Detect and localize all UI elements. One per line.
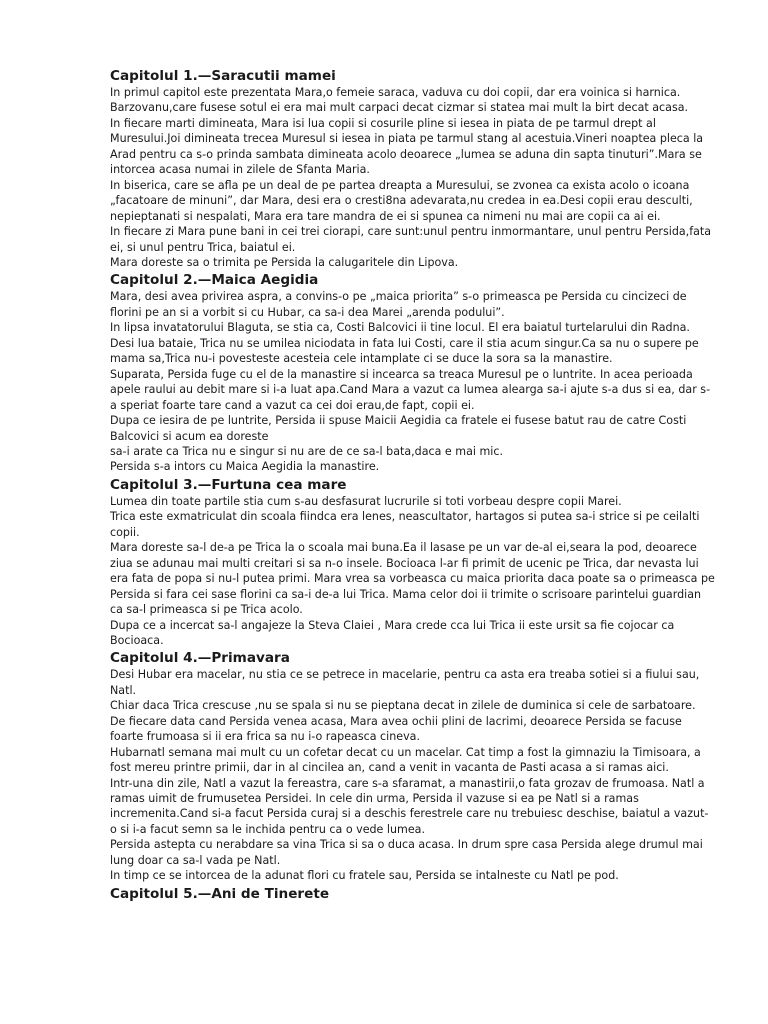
paragraph: Mara, desi avea privirea aspra, a convins-o pe „maica priorita” s-o primeasca pe Persida cu cincizeci de florini pe an si a vorbit si cu Hubar, ca sa-i dea Marei „arenda podului”.	[110, 290, 687, 319]
paragraph: Persida astepta cu nerabdare sa vina Trica si sa o duca acasa. In drum spre casa Persida alege drumul mai lung doar ca sa-l vada pe Natl.	[110, 838, 703, 867]
document-page	[110, 66, 715, 903]
chapter-2	[110, 271, 715, 474]
paragraph: Dupa ce a incercat sa-l angajeze la Steva Claiei , Mara crede cca lui Trica ii este ursit sa fie cojocar ca Bocioaca.	[110, 618, 675, 647]
chapter-5	[110, 885, 715, 903]
paragraph: Mara doreste sa-l de-a pe Trica la o scoala mai buna.Ea il lasase pe un var de-al ei,seara la pod, deoarece ziua se adunau mai multi creitari si sa n-o insele. Bocioaca l-ar fi primit de ucenic pe Trica, dar nevasta lui era fata de popa si nu-l putea primi. Mara vrea sa vorbeasca cu maica priorita daca poate sa o primeasca pe Persida si fara cei sase florini ca sa-i de-a lui Trica. Mama celor doi ii trimite o scrisoare parintelui guardian ca sa-l primeasca si pe Trica acolo.	[110, 541, 715, 617]
paragraph: Mara doreste sa o trimita pe Persida la calugaritele din Lipova.	[110, 255, 459, 269]
chapter-3	[110, 476, 715, 649]
chapter-title: Capitolul 1.—Saracutii mamei	[110, 68, 336, 84]
paragraph: In lipsa invatatorului Blaguta, se stia ca, Costi Balcovici ii tine locul. El era baiatul turtelarului din Radna. Desi lua bataie, Trica nu se umilea niciodata in fata lui Costi, care il stia acum singur.Ca sa nu o supere pe mama sa,Trica nu-i povesteste acesteia cele intamplate ci se duce la sora sa la manastire.	[110, 321, 699, 366]
paragraph: In fiecare marti dimineata, Mara isi lua copii si cosurile pline si iesea in piata de pe tarmul drept al Muresului.Joi dimineata trecea Muresul si iesea in piata pe tarmul stang al acestuia.Vineri noaptea pleca la Arad pentru ca s-o prinda sambata dimineata acolo deoarece „lumea se aduna din sapta tinuturi”.Mara se intorcea acasa numai in zilele de Sfanta Maria.	[110, 116, 704, 177]
paragraph: In primul capitol este prezentata Mara,o femeie saraca, vaduva cu doi copii, dar era voinica si harnica. Barzovanu,care fusese sotul ei era mai mult carpaci decat cizmar si statea mai mult la birt decat acasa.	[110, 86, 689, 115]
paragraph: In timp ce se intorcea de la adunat flori cu fratele sau, Persida se intalneste cu Natl pe pod.	[110, 869, 619, 883]
paragraph: In fiecare zi Mara pune bani in cei trei ciorapi, care sunt:unul pentru inmormantare, unul pentru Persida,fata ei, si unul pentru Trica, baiatul ei.	[110, 225, 712, 254]
chapter-title: Capitolul 2.—Maica Aegidia	[110, 272, 319, 289]
paragraph: De fiecare data cand Persida venea acasa, Mara avea ochii plini de lacrimi, deoarece Persida se facuse foarte frumoasa si ii era frica sa nu i-o rapeasca cineva.	[110, 714, 682, 744]
chapter-title: Capitolul 4.—Primavara	[110, 650, 290, 667]
chapter-1	[110, 67, 715, 270]
paragraph: Lumea din toate partile stia cum s-au desfasurat lucrurile si toti vorbeau despre copii Marei.	[110, 494, 622, 508]
paragraph: Desi Hubar era macelar, nu stia ce se petrece in macelarie, pentru ca asta era treaba sotiei si a fiului sau, Natl.	[110, 668, 700, 697]
paragraph: Intr-una din zile, Natl a vazut la fereastra, care s-a sfaramat, a manastirii,o fata grozav de frumoasa. Natl a ramas uimit de frumusetea Persidei. In cele din urma, Persida il vazuse si ea pe Natl si a ramas incremenita.Cand si-a facut Persida curaj si a deschis ferestrele care nu trebuiesc deschise, baiatul a vazut-o si i-a facut semn sa le inchida pentru ca o vede lumea.	[110, 776, 709, 836]
paragraph: sa-i arate ca Trica nu e singur si nu are de ce sa-l bata,daca e mai mic.	[110, 444, 504, 458]
chapter-4	[110, 649, 715, 883]
chapter-title: Capitolul 3.—Furtuna cea mare	[110, 476, 347, 493]
paragraph: Persida s-a intors cu Maica Aegidia la manastire.	[110, 460, 380, 474]
chapter-title: Capitolul 5.—Ani de Tinerete	[110, 885, 330, 902]
paragraph: Suparata, Persida fuge cu el de la manastire si incearca sa treaca Muresul pe o luntrite. In acea perioada apele raului au debit mare si i-a luat apa.Cand Mara a vazut ca lumea alearga sa-i ajute s-a dus si ea, dar s-a speriat foarte tare cand a vazut ca cei doi erau,de fapt, copii ei.	[110, 367, 711, 412]
paragraph: Hubarnatl semana mai mult cu un cofetar decat cu un macelar. Cat timp a fost la gimnaziu la Timisoara, a fost mereu printre primii, dar in al cincilea an, cand a venit in vacanta de Pasti acasa a si ramas aici.	[110, 745, 701, 775]
paragraph: Chiar daca Trica crescuse ,nu se spala si nu se pieptana decat in zilele de duminica si cele de sarbatoare.	[110, 699, 696, 713]
paragraph: Trica este exmatriculat din scoala fiindca era lenes, neascultator, hartagos si putea sa-i strice si pe ceilalti copii.	[110, 510, 700, 539]
paragraph: In biserica, care se afla pe un deal de pe partea dreapta a Muresului, se zvonea ca exista acolo o icoana „facatoare de minuni”, dar Mara, desi era o cresti8na adevarata,nu credea in ea.Desi copii erau desculti, nepieptanati si nespalati, Mara era tare mandra de ei si spunea ca nimeni nu mai are copii ca ai ei.	[110, 178, 693, 223]
paragraph: Dupa ce iesira de pe luntrite, Persida ii spuse Maicii Aegidia ca fratele ei fusese batut rau de catre Costi Balcovici si acum ea doreste	[110, 414, 687, 443]
